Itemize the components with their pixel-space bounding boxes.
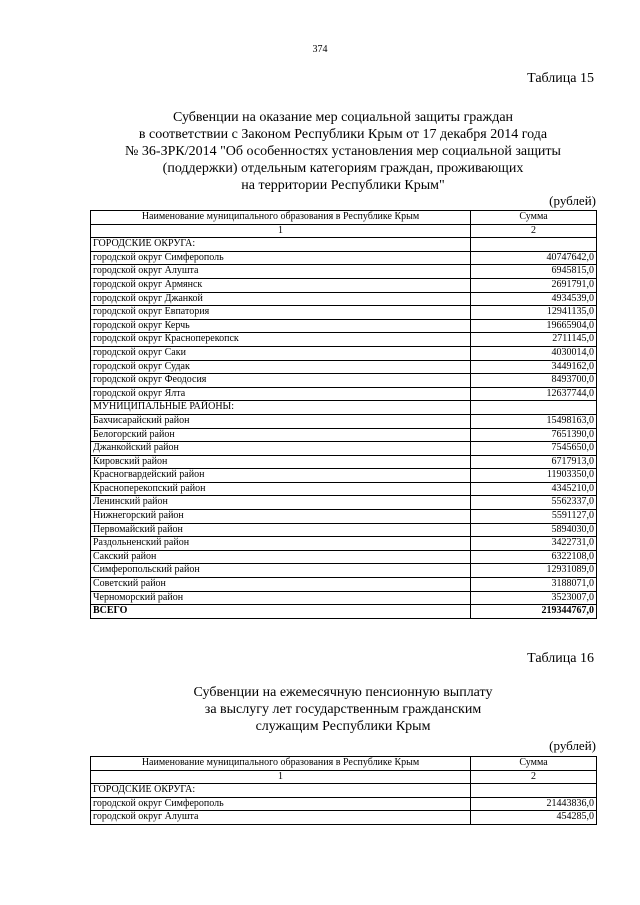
column-number-1: 1 <box>91 770 471 784</box>
section-label: МУНИЦИПАЛЬНЫЕ РАЙОНЫ: <box>91 401 471 415</box>
table-row <box>91 510 597 524</box>
row-sum: 6322108,0 <box>471 550 597 564</box>
column-number-2: 2 <box>471 770 597 784</box>
table-row <box>91 591 597 605</box>
table15-title-line: в соответствии с Законом Республики Крым от 17 декабря 2014 года <box>138 127 548 142</box>
column-header-sum: Сумма <box>471 211 597 225</box>
row-sum: 3523007,0 <box>471 591 597 605</box>
table-row <box>91 523 597 537</box>
row-sum: 8493700,0 <box>471 374 597 388</box>
table-row <box>91 278 597 292</box>
row-sum: 15498163,0 <box>471 414 597 428</box>
row-name: Ленинский район <box>91 496 471 510</box>
row-name: Кировский район <box>91 455 471 469</box>
row-name: Бахчисарайский район <box>91 414 471 428</box>
total-row <box>91 605 597 619</box>
table-row <box>91 811 597 825</box>
row-name: Сакский район <box>91 550 471 564</box>
column-number-2: 2 <box>471 224 597 238</box>
table16-column-number-row <box>91 770 597 784</box>
section-empty-cell <box>471 784 597 798</box>
row-sum: 3449162,0 <box>471 360 597 374</box>
table-row <box>91 455 597 469</box>
column-header-sum: Сумма <box>471 757 597 771</box>
total-sum: 219344767,0 <box>471 605 597 619</box>
row-sum: 4030014,0 <box>471 346 597 360</box>
table15-header-row <box>91 211 597 225</box>
table-row <box>91 265 597 279</box>
row-sum: 7545650,0 <box>471 442 597 456</box>
section-label: ГОРОДСКИЕ ОКРУГА: <box>91 238 471 252</box>
row-sum: 5894030,0 <box>471 523 597 537</box>
table-row <box>91 469 597 483</box>
row-sum: 2691791,0 <box>471 278 597 292</box>
row-sum: 3188071,0 <box>471 578 597 592</box>
row-name: городской округ Ялта <box>91 387 471 401</box>
table-row <box>91 482 597 496</box>
row-name: Белогорский район <box>91 428 471 442</box>
section-empty-cell <box>471 238 597 252</box>
table-row <box>91 319 597 333</box>
table15 <box>90 210 597 619</box>
table-row <box>91 333 597 347</box>
table-row <box>91 387 597 401</box>
page-number: 374 <box>312 44 328 55</box>
row-sum: 12931089,0 <box>471 564 597 578</box>
row-name: городской округ Алушта <box>91 811 471 825</box>
row-sum: 7651390,0 <box>471 428 597 442</box>
row-name: Нижнегорский район <box>91 510 471 524</box>
table15-title <box>90 109 596 194</box>
row-sum: 40747642,0 <box>471 251 597 265</box>
row-name: городской округ Джанкой <box>91 292 471 306</box>
row-sum: 19665904,0 <box>471 319 597 333</box>
table-row <box>91 414 597 428</box>
row-sum: 2711145,0 <box>471 333 597 347</box>
table15-title-line: на территории Республики Крым" <box>241 178 445 193</box>
row-sum: 6717913,0 <box>471 455 597 469</box>
row-name: городской округ Евпатория <box>91 306 471 320</box>
table-row <box>91 346 597 360</box>
section-row-cities <box>91 238 597 252</box>
section-label: ГОРОДСКИЕ ОКРУГА: <box>91 784 471 798</box>
row-name: городской округ Судак <box>91 360 471 374</box>
row-name: Раздольненский район <box>91 537 471 551</box>
row-sum: 11903350,0 <box>471 469 597 483</box>
row-name: городской округ Симферополь <box>91 797 471 811</box>
row-sum: 4345210,0 <box>471 482 597 496</box>
row-name: городской округ Алушта <box>91 265 471 279</box>
column-header-name: Наименование муниципального образования в Республике Крым <box>91 757 471 771</box>
row-name: Красногвардейский район <box>91 469 471 483</box>
row-name: Красноперекопский район <box>91 482 471 496</box>
section-empty-cell <box>471 401 597 415</box>
row-name: городской округ Феодосия <box>91 374 471 388</box>
row-sum: 6945815,0 <box>471 265 597 279</box>
table-row <box>91 374 597 388</box>
row-sum: 21443836,0 <box>471 797 597 811</box>
table-row <box>91 578 597 592</box>
section-row-cities <box>91 784 597 798</box>
table15-title-line: № 36-ЗРК/2014 "Об особенностях установления мер социальной защиты <box>125 144 561 159</box>
table16-label: Таблица 16 <box>527 651 594 666</box>
row-name: городской округ Армянск <box>91 278 471 292</box>
table16-header-row <box>91 757 597 771</box>
row-name: Советский район <box>91 578 471 592</box>
row-name: Джанкойский район <box>91 442 471 456</box>
table-row <box>91 442 597 456</box>
row-name: Черноморский район <box>91 591 471 605</box>
table-row <box>91 496 597 510</box>
table-row <box>91 428 597 442</box>
section-row-districts <box>91 401 597 415</box>
row-sum: 5562337,0 <box>471 496 597 510</box>
table-row <box>91 564 597 578</box>
table-row <box>91 550 597 564</box>
table-row <box>91 306 597 320</box>
table-row <box>91 537 597 551</box>
table-row <box>91 292 597 306</box>
table15-title-line: (поддержки) отдельным категориям граждан, проживающих <box>162 161 524 176</box>
row-sum: 4934539,0 <box>471 292 597 306</box>
table16-units: (рублей) <box>549 738 596 753</box>
table16-title-line: за выслугу лет государственным гражданским <box>204 702 482 717</box>
row-name: городской округ Красноперекопск <box>91 333 471 347</box>
table-row <box>91 360 597 374</box>
column-number-1: 1 <box>91 224 471 238</box>
table15-label: Таблица 15 <box>527 71 594 86</box>
table16-title <box>90 684 596 735</box>
table15-title-line: Субвенции на оказание мер социальной защиты граждан <box>172 110 514 125</box>
row-sum: 12637744,0 <box>471 387 597 401</box>
row-name: городской округ Керчь <box>91 319 471 333</box>
table16-title-line: служащим Республики Крым <box>255 719 431 734</box>
row-name: Первомайский район <box>91 523 471 537</box>
table16-title-line: Субвенции на ежемесячную пенсионную выплату <box>193 685 493 700</box>
total-label: ВСЕГО <box>91 605 471 619</box>
row-name: Симферопольский район <box>91 564 471 578</box>
table-row <box>91 251 597 265</box>
table15-column-number-row <box>91 224 597 238</box>
table15-units: (рублей) <box>549 193 596 208</box>
row-sum: 5591127,0 <box>471 510 597 524</box>
row-name: городской округ Саки <box>91 346 471 360</box>
row-sum: 12941135,0 <box>471 306 597 320</box>
row-name: городской округ Симферополь <box>91 251 471 265</box>
table16 <box>90 756 597 825</box>
table-row <box>91 797 597 811</box>
row-sum: 454285,0 <box>471 811 597 825</box>
column-header-name: Наименование муниципального образования в Республике Крым <box>91 211 471 225</box>
row-sum: 3422731,0 <box>471 537 597 551</box>
